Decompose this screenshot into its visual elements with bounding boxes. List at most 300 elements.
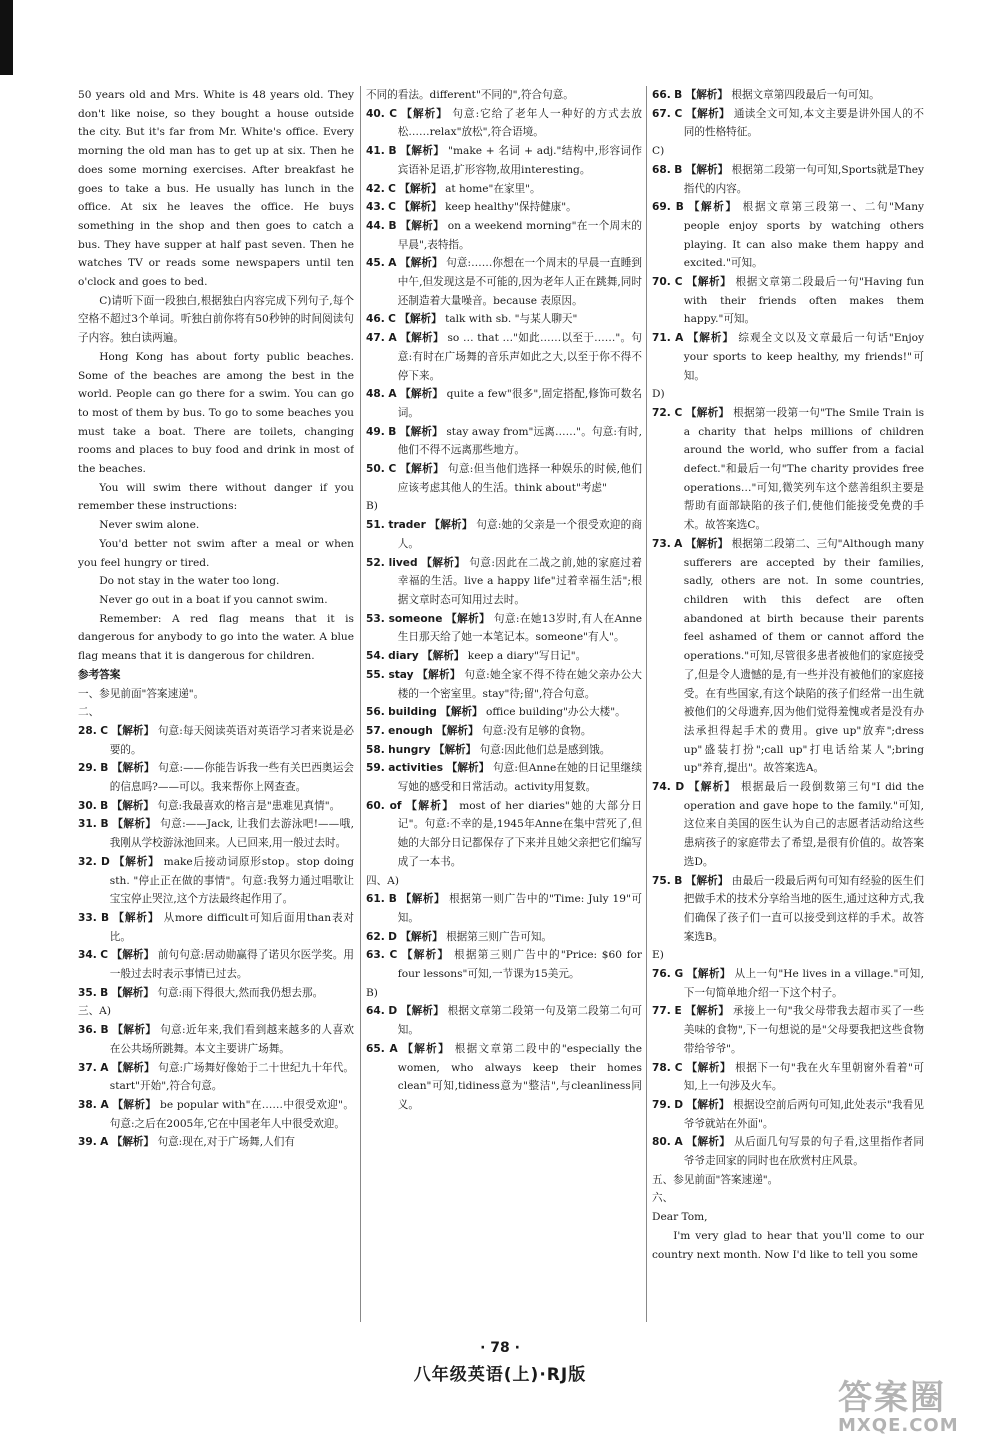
analysis-tag: 【解析】 [686, 107, 731, 120]
monologue-paragraph: You will swim there without danger if you remember these instructions: [78, 481, 354, 513]
analysis-tag: 【解析】 [399, 201, 442, 214]
column-divider [646, 86, 647, 1322]
answer-choice: someone [388, 612, 443, 625]
answer-explanation: 句意:……你想在一个周末的早晨一直睡到中午,但发现这是不可能的,因为老年人正在跳舞,同时还制造着大量噪音。because 表原因。 [397, 257, 642, 307]
analysis-tag: 【解析】 [688, 781, 737, 794]
answer-choice: B [388, 219, 397, 232]
section-heading: B) [366, 500, 378, 513]
answer-choice: A [674, 537, 683, 550]
question-number: 40. [366, 107, 385, 120]
answer-choice: A [674, 1136, 683, 1149]
answer-explanation: 根据第二段第一句可知,Sports就是They指代的内容。 [683, 163, 924, 195]
question-number: 45. [366, 257, 385, 270]
answer-item [652, 105, 924, 142]
answer-explanation: 根据文章第二段最后一句"Having fun with their friends often makes them happy."可知。 [683, 276, 924, 326]
answer-item [652, 535, 924, 778]
answer-explanation: 根据文章第三段第一、二句"Many people enjoy sports by watching others playing. It can also make them happy and excited."可知。 [683, 201, 924, 270]
monologue-paragraph: Do not stay in the water too long. [99, 575, 280, 588]
answer-item [78, 1133, 354, 1152]
analysis-tag: 【解析】 [400, 388, 444, 401]
section-heading: 五、参见前面"答案速递"。 [652, 1173, 779, 1186]
section-heading: B) [366, 986, 378, 999]
answer-explanation: 句意:近年来,我们看到越来越多的人喜欢在公共场所跳舞。本文主要讲广场舞。 [109, 1024, 354, 1055]
question-number: 35. [78, 986, 97, 999]
question-number: 77. [652, 1005, 671, 1018]
analysis-tag: 【解析】 [686, 276, 732, 289]
analysis-tag: 【解析】 [401, 949, 450, 962]
answer-choice: C [674, 107, 683, 120]
question-number: 55. [366, 668, 385, 681]
answer-list [366, 890, 642, 984]
answer-item [366, 142, 642, 179]
answer-item [78, 1096, 354, 1133]
answer-item [652, 965, 924, 1002]
analysis-tag: 【解析】 [111, 1136, 155, 1149]
analysis-tag: 【解析】 [402, 1042, 451, 1055]
answer-explanation: most of her diaries"她的大部分日记"。句意:不幸的是,1945年Anne在集中营死了,但她的大部分日记都保存了下来并且她父亲把它们编写成了一本书。 [397, 799, 642, 868]
question-number: 80. [652, 1136, 671, 1149]
answer-explanation: make后接动词原形stop。stop doing sth. "停止正在做的事情"。句意:我努力通过唱歌让宝宝停止哭泣,这个方法最终起作用了。 [109, 855, 354, 906]
analysis-tag: 【解析】 [686, 1136, 731, 1149]
question-number: 63. [366, 949, 385, 962]
analysis-tag: 【解析】 [400, 332, 444, 345]
answer-explanation: talk with sb. "与某人聊天" [445, 313, 578, 326]
answer-item [366, 703, 642, 722]
question-number: 59. [366, 762, 385, 775]
analysis-tag: 【解析】 [686, 1098, 730, 1111]
analysis-tag: 【解析】 [111, 949, 155, 962]
analysis-tag: 【解析】 [112, 1024, 157, 1037]
answer-explanation: 句意:它给了老年人一种好的方式去放松……relax"放松",符合语境。 [397, 107, 642, 139]
question-number: 48. [366, 388, 385, 401]
answer-explanation: 句意:我最喜欢的格言是"患难见真情"。 [157, 799, 341, 812]
analysis-tag: 【解析】 [685, 1005, 730, 1018]
section-heading: 一、参见前面"答案速递"。 [78, 687, 205, 700]
answer-choice: stay [388, 668, 414, 681]
answer-explanation: "make + 名词 + adj."结构中,形容词作宾语补足语,扩形容物,故用interesting。 [397, 145, 642, 176]
question-number: 38. [78, 1098, 97, 1111]
analysis-tag: 【解析】 [421, 556, 466, 569]
answer-item [366, 460, 642, 497]
answer-explanation: 前句句意:居动勋赢得了诺贝尔医学奖。用一般过去时表示事情已过去。 [109, 949, 354, 981]
question-number: 71. [652, 332, 671, 345]
analysis-tag: 【解析】 [685, 874, 729, 887]
question-number: 28. [78, 724, 97, 737]
question-number: 39. [78, 1136, 97, 1149]
answer-choice: diary [388, 650, 419, 663]
answer-choice: A [388, 257, 397, 270]
answer-explanation: 句意:因此他们总是感到饿。 [479, 743, 611, 756]
answer-item [78, 797, 354, 816]
reference-answers-title: 参考答案 [78, 668, 121, 681]
analysis-tag: 【解析】 [417, 668, 461, 681]
analysis-tag: 【解析】 [401, 107, 448, 120]
answer-explanation: 句意:——Jack, 让我们去游泳吧!——哦,我刚从学校游泳池回来。人已回来,用一般过去时。 [109, 818, 354, 850]
question-number: 70. [652, 276, 671, 289]
question-number: 51. [366, 519, 385, 532]
answer-item [366, 666, 642, 703]
answer-item [366, 647, 642, 666]
section-heading: D) [652, 388, 665, 401]
answer-choice: C [674, 1061, 683, 1074]
answer-choice: B [100, 818, 109, 831]
answer-list [78, 1021, 354, 1152]
answer-choice: B [100, 986, 109, 999]
answer-item [366, 554, 642, 610]
answer-item [78, 853, 354, 909]
analysis-tag: 【解析】 [446, 762, 490, 775]
answer-item [366, 385, 642, 422]
monologue-paragraph: Never swim alone. [99, 519, 200, 532]
analysis-tag: 【解析】 [399, 313, 442, 326]
answer-choice: C [674, 276, 683, 289]
answer-choice: of [389, 799, 402, 812]
question-number: 47. [366, 332, 385, 345]
answer-choice: A [675, 332, 684, 345]
analysis-tag: 【解析】 [111, 799, 154, 812]
letter-greeting: Dear Tom, [652, 1211, 708, 1224]
answer-explanation: office building"办公大楼"。 [486, 706, 626, 719]
answer-item [652, 404, 924, 535]
answer-choice: C [389, 107, 397, 120]
answer-item [78, 1059, 354, 1096]
analysis-tag: 【解析】 [685, 537, 729, 550]
analysis-tag: 【解析】 [440, 706, 483, 719]
answer-choice: D [675, 781, 685, 794]
answer-item [652, 161, 924, 198]
answer-explanation: 从上一句"He lives in a village."可知,下一句简单地介绍一下这个村子。 [683, 968, 924, 999]
answer-item [78, 946, 354, 983]
answer-choice: A [388, 388, 397, 401]
answer-choice: A [100, 1061, 109, 1074]
analysis-tag: 【解析】 [686, 1061, 732, 1074]
answer-item [652, 329, 924, 385]
analysis-tag: 【解析】 [687, 332, 735, 345]
column-right [652, 86, 924, 1334]
answer-explanation: 句意:因此在二战之前,她的家庭过着幸福的生活。live a happy life"过着幸福生活";根据文章时态可知用过去时。 [397, 556, 642, 606]
analysis-tag: 【解析】 [436, 724, 479, 737]
answer-choice: A [389, 1042, 398, 1055]
question-number: 78. [652, 1061, 671, 1074]
analysis-tag: 【解析】 [422, 650, 465, 663]
answer-choice: B [100, 799, 109, 812]
answer-choice: A [100, 1098, 109, 1111]
answer-item [366, 928, 642, 947]
analysis-tag: 【解析】 [400, 463, 445, 476]
answer-choice: trader [388, 519, 426, 532]
answer-item [366, 310, 642, 329]
answer-list [78, 722, 354, 1003]
answer-choice: C [674, 406, 683, 419]
monologue-text [78, 348, 354, 666]
answer-choice: C [388, 201, 396, 214]
question-number: 31. [78, 818, 97, 831]
answer-explanation: 综观全文以及文章最后一句话"Enjoy your sports to keep healthy, my friends!"可知。 [683, 332, 924, 382]
question-number: 64. [366, 1005, 385, 1018]
answer-explanation: 根据第三则广告中的"Price: $60 for four lessons"可知,一节课为15美元。 [397, 949, 642, 981]
answer-choice: D [388, 930, 397, 943]
answer-item [366, 423, 642, 460]
analysis-tag: 【解析】 [399, 425, 443, 438]
answer-choice: B [674, 874, 683, 887]
answer-item [366, 217, 642, 254]
answer-item [366, 329, 642, 385]
answer-explanation: 句意:在她13岁时,有人在Anne生日那天给了她一本笔记本。someone"有人"。 [397, 612, 642, 644]
analysis-tag: 【解析】 [113, 911, 160, 924]
monologue-paragraph: You'd better not swim after a meal or when you feel hungry or tired. [78, 537, 354, 569]
answer-item [78, 722, 354, 759]
question-number: 50. [366, 463, 385, 476]
monologue-paragraph: Hong Kong has about forty public beaches. Some of the beaches are among the best in the world. People can go there for a swim. You can go to most of them by bus. To go to some beaches you must take a boat. There are toilets, changing rooms and places to buy food and drink in most of the beaches. [78, 350, 354, 476]
answer-explanation: 根据第一则广告中的"Time: July 19"可知。 [397, 893, 642, 924]
analysis-tag: 【解析】 [400, 893, 446, 906]
section-heading: E) [652, 949, 664, 962]
question-number: 46. [366, 313, 385, 326]
question-number: 42. [366, 182, 385, 195]
analysis-tag: 【解析】 [112, 818, 157, 831]
answer-item [652, 1002, 924, 1058]
question-number: 52. [366, 556, 385, 569]
answer-list [652, 161, 924, 385]
answer-explanation: on a weekend morning"在一个周末的早晨",表特指。 [397, 219, 642, 251]
answer-explanation: 根据第二段第二、三句"Although many sufferers are accepted by their families, sadly, others are not. In some countries, children with this defect are often abandoned at birth because their parents feel ashamed of them or cannot afford the operations."可知,尽管很多患者被他们的家庭接受了,但是令人遗憾的是,有一些并没有被他们的家庭接受。在有些国家,有这个缺陷的孩子们经常一出生就被他们的父母遗弃,因为他们觉得羞愧或者是没有办法承担得起手术的费用。give up"放弃";dress up"盛装打扮";call up"打电话给某人";bring up"养育,提出"。故答案选A。 [683, 537, 924, 775]
answer-choice: C [388, 182, 396, 195]
answer-explanation: 从more difficult可知后面用than表对比。 [109, 911, 354, 943]
answer-explanation: keep a diary"写日记"。 [467, 650, 587, 663]
question-number: 75. [652, 874, 671, 887]
answer-item [366, 105, 642, 142]
watermark-text: 答案圈 [838, 1378, 946, 1418]
answer-item [366, 516, 642, 553]
answer-choice: A [100, 1136, 109, 1149]
answer-item [366, 890, 642, 927]
question-number: 60. [366, 799, 385, 812]
answer-choice: C [100, 949, 109, 962]
answer-explanation: 句意:她的父亲是一个很受欢迎的商人。 [397, 519, 642, 550]
analysis-tag: 【解析】 [111, 724, 155, 737]
answer-choice: B [674, 163, 683, 176]
answer-item [652, 872, 924, 947]
question-number: 66. [652, 89, 671, 101]
answer-item [652, 86, 924, 105]
answer-explanation: 根据文章第二段中的"especially the women, who always keep their homes clean"可知,tidiness意为"整洁",与cleanliness同义。 [397, 1042, 642, 1111]
answer-choice: C [100, 724, 109, 737]
answer-choice: G [674, 968, 684, 981]
answer-explanation: 根据第三则广告可知。 [446, 930, 553, 943]
answer-explanation: 从后面几句写景的句子看,这里指作者同爷爷走回家的同时也在欣赏村庄风景。 [683, 1136, 924, 1168]
answer-choice: hungry [388, 743, 431, 756]
answer-list [366, 1002, 642, 1114]
question-number: 58. [366, 743, 385, 756]
question-number: 37. [78, 1061, 97, 1074]
question-number: 36. [78, 1024, 97, 1037]
analysis-tag: 【解析】 [406, 799, 455, 812]
answer-item [652, 198, 924, 273]
answer-explanation: 句意:没有足够的食物。 [481, 724, 592, 737]
answer-choice: B [100, 1024, 109, 1037]
question-number: 30. [78, 799, 97, 812]
analysis-tag: 【解析】 [399, 182, 442, 195]
analysis-tag: 【解析】 [400, 145, 445, 158]
analysis-tag: 【解析】 [111, 986, 154, 999]
question-number: 62. [366, 930, 385, 943]
column-divider [360, 86, 361, 1322]
answer-item [78, 984, 354, 1003]
answer-explanation: stay away from"远离……"。句意:有时,他们不得不远离那些地方。 [397, 425, 642, 457]
answer-item [366, 946, 642, 983]
answer-choice: B [388, 893, 397, 906]
section-heading: 二、 [78, 706, 100, 719]
answer-list [652, 965, 924, 1171]
analysis-tag: 【解析】 [399, 257, 443, 270]
question-number: 57. [366, 724, 385, 737]
answer-choice: A [388, 332, 397, 345]
question-number: 44. [366, 219, 385, 232]
answer-explanation: 根据设空前后两句可知,此处表示"我看见爷爷就站在外面"。 [683, 1098, 924, 1130]
question-number: 43. [366, 201, 385, 214]
question-number: 32. [78, 855, 97, 868]
answer-explanation: 句意:广场舞好像始于二十世纪九十年代。start"开始",符合句意。 [109, 1061, 354, 1093]
answer-item [366, 759, 642, 796]
answer-item [366, 610, 642, 647]
answer-explanation: keep healthy"保持健康"。 [445, 201, 577, 214]
question-number: 67. [652, 107, 671, 120]
answer-choice: D [100, 855, 110, 868]
answer-list [366, 105, 642, 498]
monologue-paragraph: Remember: A red flag means that it is dangerous for anybody to go into the water. A blue flag means that it is dangerous for children. [78, 612, 354, 663]
analysis-tag: 【解析】 [685, 406, 730, 419]
letter-body: I'm very glad to hear that you'll come to our country next month. Now I'd like to tell you some [652, 1229, 924, 1261]
question-number: 49. [366, 425, 385, 438]
answer-choice: D [388, 1005, 398, 1018]
question-number: 33. [78, 911, 97, 924]
question-number: 73. [652, 537, 671, 550]
answer-explanation: 句意:她全家不得不待在她父亲办公大楼的一个密室里。stay"待;留",符合句意。 [397, 668, 642, 700]
answer-choice: B [100, 762, 109, 775]
answer-choice: B [101, 911, 110, 924]
answer-explanation: 句意:雨下得很大,然而我仍想去那。 [157, 986, 324, 999]
answer-explanation: 句意:但Anne在她的日记里继续写她的感受和日常活动。activity用复数。 [397, 762, 642, 794]
answer-choice: C [389, 949, 398, 962]
answer-item [652, 1133, 924, 1170]
analysis-tag: 【解析】 [111, 762, 155, 775]
answer-explanation: 根据下一句"我在火车里朝窗外看着"可知,上一句涉及火车。 [683, 1061, 924, 1093]
question-number: 29. [78, 762, 97, 775]
answer-item [366, 254, 642, 310]
answer-list [652, 86, 924, 142]
answer-list [366, 516, 642, 871]
answer-continuation: 不同的看法。different"不同的",符合句意。 [366, 89, 574, 101]
analysis-tag: 【解析】 [688, 201, 738, 214]
answer-choice: activities [388, 762, 444, 775]
question-number: 56. [366, 706, 385, 719]
question-number: 61. [366, 893, 385, 906]
column-middle [366, 86, 642, 1334]
answer-explanation: 句意:——你能告诉我一些有关巴西奥运会的信息吗?——可以。我来帮你上网查查。 [109, 762, 354, 794]
answer-choice: C [388, 313, 396, 326]
answer-choice: building [388, 706, 437, 719]
analysis-tag: 【解析】 [400, 930, 443, 943]
answer-item [652, 273, 924, 329]
question-number: 76. [652, 968, 671, 981]
answer-explanation: 根据文章第四段最后一句可知。 [731, 89, 880, 101]
section-heading: 四、A) [366, 874, 399, 887]
answer-explanation: 承接上一句"我父母带我去超市买了一些美味的食物",下一句想说的是"父母要我把这些食物带给爷爷"。 [683, 1005, 924, 1055]
question-number: 69. [652, 201, 671, 214]
question-number: 74. [652, 781, 671, 794]
answer-explanation: 由最后一段最后两句可知有经验的医生们把做手术的技术分享给当地的医生,通过这种方式,我们确保了孩子们一直可以接受到这样的手术。故答案选B。 [683, 874, 924, 943]
column-left [78, 86, 354, 1334]
answer-choice: enough [388, 724, 433, 737]
answer-choice: lived [388, 556, 418, 569]
answer-choice: B [674, 89, 683, 101]
monologue-paragraph: Never go out in a boat if you cannot swim. [99, 593, 328, 606]
instruction-c: C)请听下面一段独白,根据独白内容完成下列句子,每个空格不超过3个单词。听独白前你将有50秒钟的时间阅读句子内容。独白读两遍。 [78, 294, 354, 345]
analysis-tag: 【解析】 [685, 89, 728, 101]
page-number: · 78 · [480, 1340, 520, 1356]
question-number: 68. [652, 163, 671, 176]
analysis-tag: 【解析】 [112, 1098, 157, 1111]
section-heading: 六、 [652, 1192, 674, 1205]
answer-explanation: at home"在家里"。 [445, 182, 541, 195]
answer-explanation: 通读全文可知,本文主要是讲外国人的不同的性格特征。 [683, 107, 924, 139]
watermark-url: MXQE.COM [838, 1415, 959, 1436]
answer-item [366, 180, 642, 199]
answer-item [366, 722, 642, 741]
answer-explanation: 根据第一段第一句"The Smile Train is a charity that helps millions of children around the world, who suffer from a facial defect."和最后一句"The charity provides free operations…"可知,微笑列车这个慈善组织主要是帮助有面部缺陷的孩子们,使他们能接受免费的手术。故答案选C。 [683, 406, 924, 532]
answer-explanation: 根据最后一段倒数第三句"I did the operation and gave hope to the family."可知,这位来自美国的医生认为自己的志愿者活动给这些患病孩子的家庭带去了希望,是很有价值的。故答案选D。 [683, 781, 924, 868]
answer-item [652, 1059, 924, 1096]
answer-item [366, 198, 642, 217]
section-heading: C) [652, 145, 665, 158]
answer-explanation: 句意:每天阅读英语对英语学习者来说是必要的。 [109, 724, 354, 756]
answer-item [652, 778, 924, 872]
analysis-tag: 【解析】 [113, 855, 160, 868]
analysis-tag: 【解析】 [429, 519, 473, 532]
answer-choice: B [388, 425, 397, 438]
analysis-tag: 【解析】 [111, 1061, 155, 1074]
question-number: 34. [78, 949, 97, 962]
answer-item [366, 741, 642, 760]
answer-item [78, 1021, 354, 1058]
answer-choice: D [674, 1098, 684, 1111]
answer-item [78, 759, 354, 796]
question-number: 41. [366, 145, 385, 158]
answer-item [78, 815, 354, 852]
answer-explanation: 句意:但当他们选择一种娱乐的时候,他们应该考虑其他人的生活。think about"考虑" [397, 463, 642, 494]
answer-choice: C [388, 463, 397, 476]
answer-list [652, 404, 924, 946]
analysis-tag: 【解析】 [433, 743, 477, 756]
question-number: 53. [366, 612, 385, 625]
question-number: 72. [652, 406, 671, 419]
analysis-tag: 【解析】 [400, 219, 445, 232]
question-number: 65. [366, 1042, 385, 1055]
watermark-logo [838, 1370, 988, 1436]
answer-explanation: 句意:现在,对于广场舞,人们有 [157, 1136, 295, 1149]
answer-choice: B [675, 201, 684, 214]
question-number: 79. [652, 1098, 671, 1111]
book-title: 八年级英语(上)·RJ版 [413, 1365, 587, 1385]
answer-explanation: quite a few"很多",固定搭配,修饰可数名词。 [397, 388, 642, 419]
answer-choice: B [388, 145, 397, 158]
answer-choice: E [674, 1005, 682, 1018]
answer-explanation: be popular with"在……中很受欢迎"。句意:之后在2005年,它在中国老年人中很受欢迎。 [109, 1098, 354, 1130]
answer-item [366, 1040, 642, 1115]
answer-item [366, 797, 642, 872]
answer-item [366, 1002, 642, 1039]
question-number: 54. [366, 650, 385, 663]
